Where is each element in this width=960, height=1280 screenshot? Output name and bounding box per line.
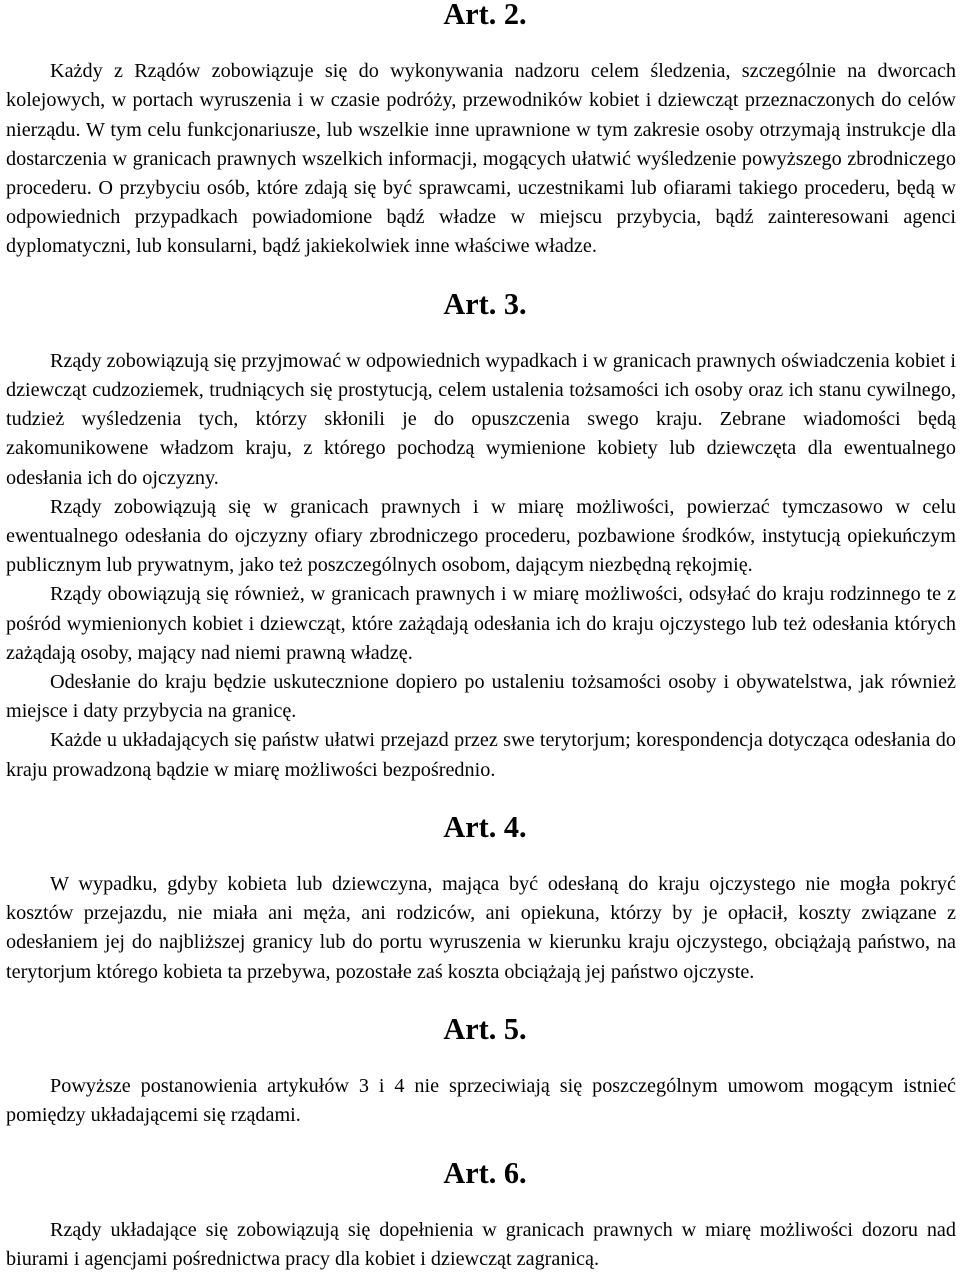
article-title: Art. 2. — [443, 0, 527, 31]
article-title: Art. 3. — [443, 286, 527, 321]
article-paragraph: Odesłanie do kraju będzie uskutecznione dopiero po ustaleniu tożsamości osoby i obywatelstwa, jak również miejsce i daty przybycia na granicę. — [6, 671, 956, 723]
article-paragraph: Każdy z Rządów zobowiązuje się do wykonywania nadzoru celem śledzenia, szczególnie na dworcach kolejowych, w portach wyruszenia i w czasie podróży, przewodników kobiet i dziewcząt przeznaczonych do celów nierządu. W tym celu funkcjonariusze, lub wszelkie inne uprawnione w tym zakresie osoby otrzymają instrukcje dla dostarczenia w granicach prawnych wszelkich informacji, mogących ułatwić wyśledzenie powyższego zbrodniczego procederu. O przybyciu osób, które zdają się być sprawcami, uczestnikami lub ofiarami takiego procederu, będą w odpowiednich przypadkach powiadomione bądź władze w miejscu przybycia, bądź zainteresowani agenci dyplomatyczni, lub konsularni, bądź jakiekolwiek inne właściwe władze. — [6, 60, 956, 258]
article-paragraph: Rządy zobowiązują się przyjmować w odpowiednich wypadkach i w granicach prawnych oświadczenia kobiet i dziewcząt cudzoziemek, trudniących się prostytucją, celem ustalenia tożsamości ich osoby oraz ich stanu cywilnego, tudzież wyśledzenia tych, którzy skłonili je do opuszczenia swego kraju. Zebrane wiadomości będą zakomunikowene władzom kraju, z którego pochodzą wymienione kobiety lub dziewczęta dla ewentualnego odesłania ich do ojczyzny. — [6, 349, 956, 489]
article-5 — [6, 1011, 956, 1131]
article-paragraph: Rządy zobowiązują się w granicach prawnych i w miarę możliwości, powierzać tymczasowo w celu ewentualnego odesłania do ojczyzny ofiary zbrodniczego procederu, pozbawione środków, instytucją opiekuńczym publicznym lub prywatnym, jako też poszczególnych osobom, dającym niezbędną rękojmię. — [6, 495, 956, 577]
document-page — [6, 0, 956, 1274]
article-6 — [6, 1155, 956, 1275]
article-title: Art. 5. — [443, 1011, 527, 1046]
article-paragraph: W wypadku, gdyby kobieta lub dziewczyna, mająca być odesłaną do kraju ojczystego nie mogła pokryć kosztów przejazdu, nie miała ani męża, ani rodziców, ani opiekuna, którzy by je opłacił, koszty związane z odesłaniem jej do najbliższej granicy lub do portu wyruszenia w kierunku kraju ojczystego, obciążają państwo, na terytorjum którego kobieta ta przebywa, pozostałe zaś koszta obciążają jej państwo ojczyste. — [6, 873, 956, 983]
article-paragraph: Rządy obowiązują się również, w granicach prawnych i w miarę możliwości, odsyłać do kraju rodzinnego te z pośród wymienionych kobiet i dziewcząt, które zażądają odesłania ich do kraju ojczystego lub też odesłania których zażądają osoby, mający nad niemi prawną władzę. — [6, 583, 956, 664]
article-paragraph: Rządy układające się zobowiązują się dopełnienia w granicach prawnych w miarę możliwości dozoru nad biurami i agencjami pośrednictwa pracy dla kobiet i dziewcząt zagranicą. — [6, 1218, 956, 1270]
article-title: Art. 6. — [443, 1155, 527, 1190]
article-4 — [6, 809, 956, 987]
article-paragraph: Każde u układających się państw ułatwi przejazd przez swe terytorjum; korespondencja dotycząca odesłania do kraju prowadzoną bądzie w miarę możliwości bezpośrednio. — [6, 729, 956, 781]
article-3 — [6, 286, 956, 785]
article-title: Art. 4. — [443, 809, 527, 844]
article-2 — [6, 0, 956, 262]
article-paragraph: Powyższe postanowienia artykułów 3 i 4 nie sprzeciwiają się poszczególnym umowom mogącym istnieć pomiędzy układającemi się rządami. — [6, 1075, 956, 1127]
